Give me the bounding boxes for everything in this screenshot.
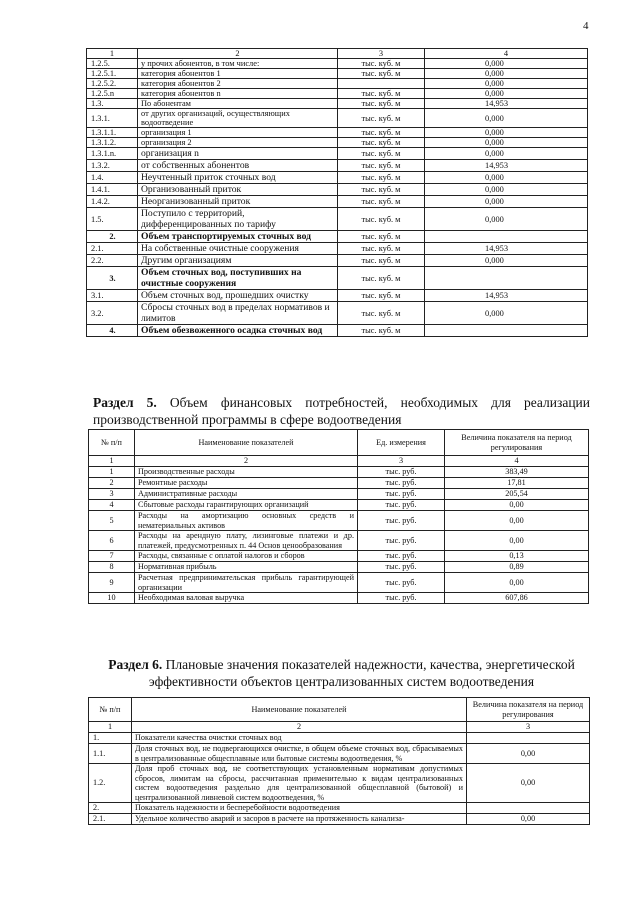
sewage-volume-table bbox=[86, 48, 588, 337]
value-cell: 0,00 bbox=[467, 814, 590, 825]
row-number: 3 bbox=[89, 489, 135, 500]
unit-cell: тыс. куб. м bbox=[338, 172, 425, 184]
table-row bbox=[89, 531, 589, 551]
header-cell: 4 bbox=[445, 456, 589, 467]
indicator-name: категория абонентов n bbox=[138, 89, 338, 99]
row-number: 1.2.5.1. bbox=[87, 69, 138, 79]
table-row bbox=[89, 467, 589, 478]
table-row bbox=[87, 79, 588, 89]
header-cell: Наименование показателей bbox=[132, 698, 467, 722]
value-cell: 17,81 bbox=[445, 478, 589, 489]
unit-cell: тыс. руб. bbox=[358, 467, 445, 478]
header-cell: 2 bbox=[138, 49, 338, 59]
header-cell: 2 bbox=[132, 722, 467, 733]
table-row bbox=[89, 489, 589, 500]
row-number: 1.4.1. bbox=[87, 184, 138, 196]
unit-cell: тыс. куб. м bbox=[338, 138, 425, 148]
value-cell: 0,000 bbox=[425, 69, 588, 79]
row-number: 2. bbox=[87, 231, 138, 243]
value-cell: 0,000 bbox=[425, 79, 588, 89]
header-cell: 3 bbox=[467, 722, 590, 733]
unit-cell: тыс. куб. м bbox=[338, 148, 425, 160]
value-cell bbox=[467, 733, 590, 744]
table-row bbox=[89, 500, 589, 511]
table-row bbox=[87, 160, 588, 172]
row-number: 1.4. bbox=[87, 172, 138, 184]
value-cell: 0,000 bbox=[425, 128, 588, 138]
indicator-name: Доля проб сточных вод, не соответствующих установленным нормативам допустимых сбросов, лимитам на сбросы, рассчитанная применительно к видам централизованных систем водоотведения раздельно для централизованной общесплавной (бытовой) и централизованной ливневой систем водоотведения, % bbox=[132, 764, 467, 803]
row-number: 4 bbox=[89, 500, 135, 511]
page-number: 4 bbox=[583, 20, 589, 32]
indicator-name: Доля сточных вод, не подвергающихся очистке, в общем объеме сточных вод, сбрасываемых в централизованные общесплавные или бытовые системы водоотведения, % bbox=[132, 744, 467, 764]
value-cell: 383,49 bbox=[445, 467, 589, 478]
indicator-name: Объем сточных вод, прошедших очистку bbox=[138, 290, 338, 302]
value-cell: 0,00 bbox=[467, 764, 590, 803]
table-row bbox=[89, 733, 590, 744]
unit-cell: тыс. куб. м bbox=[338, 255, 425, 267]
indicator-name: Объем обезвоженного осадка сточных вод bbox=[138, 325, 338, 337]
indicator-name: категория абонентов 1 bbox=[138, 69, 338, 79]
table-row bbox=[89, 562, 589, 573]
row-number: 5 bbox=[89, 511, 135, 531]
table-row bbox=[89, 814, 590, 825]
table-row bbox=[87, 196, 588, 208]
table-row bbox=[87, 138, 588, 148]
unit-cell: тыс. руб. bbox=[358, 593, 445, 604]
indicator-name: Расходы на арендную плату, лизинговые платежи и др. платежей, предусмотренных п. 44 Основ ценообразования bbox=[135, 531, 358, 551]
indicator-name: Расчетная предпринимательская прибыль гарантирующей организации bbox=[135, 573, 358, 593]
value-cell: 14,953 bbox=[425, 160, 588, 172]
value-cell: 0,00 bbox=[445, 511, 589, 531]
unit-cell: тыс. руб. bbox=[358, 489, 445, 500]
unit-cell: тыс. руб. bbox=[358, 562, 445, 573]
value-cell bbox=[467, 803, 590, 814]
unit-cell: тыс. куб. м bbox=[338, 128, 425, 138]
value-cell: 0,000 bbox=[425, 172, 588, 184]
unit-cell: тыс. куб. м bbox=[338, 325, 425, 337]
unit-cell: тыс. куб. м bbox=[338, 69, 425, 79]
indicator-name: На собственные очистные сооружения bbox=[138, 243, 338, 255]
table-row bbox=[89, 573, 589, 593]
header-cell: 2 bbox=[135, 456, 358, 467]
row-number: 1 bbox=[89, 467, 135, 478]
indicator-name: Неучтенный приток сточных вод bbox=[138, 172, 338, 184]
unit-cell: тыс. куб. м bbox=[338, 99, 425, 109]
table-row bbox=[89, 478, 589, 489]
indicator-name: от других организаций, осуществляющих водоотведение bbox=[138, 109, 338, 128]
header-cell: Ед. измерения bbox=[358, 430, 445, 456]
table-row bbox=[89, 593, 589, 604]
row-number: 2.1. bbox=[87, 243, 138, 255]
table-row bbox=[87, 89, 588, 99]
table-row bbox=[87, 290, 588, 302]
value-cell bbox=[425, 325, 588, 337]
value-cell: 0,000 bbox=[425, 59, 588, 69]
value-cell: 607,86 bbox=[445, 593, 589, 604]
table-header-row bbox=[87, 49, 588, 59]
unit-cell: тыс. куб. м bbox=[338, 59, 425, 69]
indicator-name: Сбытовые расходы гарантирующих организаций bbox=[135, 500, 358, 511]
indicator-name: Показатель надежности и бесперебойности водоотведения bbox=[132, 803, 467, 814]
row-number: 1.2.5.2. bbox=[87, 79, 138, 89]
row-number: 1.2.5. bbox=[87, 59, 138, 69]
table-row bbox=[87, 231, 588, 243]
row-number: 1.3.2. bbox=[87, 160, 138, 172]
table-row bbox=[89, 764, 590, 803]
row-number: 3. bbox=[87, 267, 138, 290]
indicator-name: категория абонентов 2 bbox=[138, 79, 338, 89]
table-row bbox=[89, 803, 590, 814]
row-number: 1.2.5.n bbox=[87, 89, 138, 99]
value-cell: 0,000 bbox=[425, 302, 588, 325]
value-cell bbox=[425, 231, 588, 243]
table-row bbox=[87, 69, 588, 79]
indicator-name: Поступило с территорий, дифференцированных по тарифу bbox=[138, 208, 338, 231]
indicator-name: Сбросы сточных вод в пределах нормативов и лимитов bbox=[138, 302, 338, 325]
value-cell: 0,000 bbox=[425, 255, 588, 267]
row-number: 1.3.1. bbox=[87, 109, 138, 128]
unit-cell: тыс. руб. bbox=[358, 551, 445, 562]
unit-cell: тыс. куб. м bbox=[338, 109, 425, 128]
header-cell: 4 bbox=[425, 49, 588, 59]
row-number: 1.1. bbox=[89, 744, 132, 764]
indicator-name: Расходы на амортизацию основных средств и нематериальных активов bbox=[135, 511, 358, 531]
value-cell: 14,953 bbox=[425, 243, 588, 255]
section-5-heading bbox=[93, 394, 590, 428]
unit-cell: тыс. куб. м bbox=[338, 196, 425, 208]
header-cell: № п/п bbox=[89, 698, 132, 722]
value-cell: 14,953 bbox=[425, 290, 588, 302]
value-cell: 0,000 bbox=[425, 184, 588, 196]
indicator-name: организация 1 bbox=[138, 128, 338, 138]
table-row bbox=[87, 184, 588, 196]
value-cell: 0,89 bbox=[445, 562, 589, 573]
financial-needs-table bbox=[88, 429, 589, 604]
indicator-name: Расходы, связанные с оплатой налогов и сборов bbox=[135, 551, 358, 562]
indicator-name: Необходимая валовая выручка bbox=[135, 593, 358, 604]
value-cell: 0,00 bbox=[445, 500, 589, 511]
value-cell bbox=[425, 267, 588, 290]
row-number: 2.1. bbox=[89, 814, 132, 825]
indicator-name: Показатели качества очистки сточных вод bbox=[132, 733, 467, 744]
value-cell: 0,000 bbox=[425, 109, 588, 128]
header-cell: 3 bbox=[358, 456, 445, 467]
unit-cell: тыс. куб. м bbox=[338, 290, 425, 302]
row-number: 8 bbox=[89, 562, 135, 573]
header-cell: 3 bbox=[338, 49, 425, 59]
indicator-name: Объем сточных вод, поступивших на очистные сооружения bbox=[138, 267, 338, 290]
row-number: 6 bbox=[89, 531, 135, 551]
row-number: 1. bbox=[89, 733, 132, 744]
row-number: 1.3. bbox=[87, 99, 138, 109]
row-number: 10 bbox=[89, 593, 135, 604]
table-row bbox=[89, 551, 589, 562]
indicator-name: Производственные расходы bbox=[135, 467, 358, 478]
table-row bbox=[87, 59, 588, 69]
header-cell: 1 bbox=[87, 49, 138, 59]
reliability-indicators-table bbox=[88, 697, 590, 825]
indicator-name: Другим организациям bbox=[138, 255, 338, 267]
table-row bbox=[87, 255, 588, 267]
section-label: Раздел 5. bbox=[93, 395, 157, 410]
value-cell: 0,000 bbox=[425, 196, 588, 208]
unit-cell: тыс. руб. bbox=[358, 531, 445, 551]
table-row bbox=[87, 99, 588, 109]
unit-cell: тыс. руб. bbox=[358, 511, 445, 531]
row-number: 1.4.2. bbox=[87, 196, 138, 208]
row-number: 2 bbox=[89, 478, 135, 489]
table-header-row bbox=[89, 698, 590, 722]
value-cell: 0,000 bbox=[425, 138, 588, 148]
row-number: 1.3.1.2. bbox=[87, 138, 138, 148]
indicator-name: организация 2 bbox=[138, 138, 338, 148]
value-cell: 0,000 bbox=[425, 208, 588, 231]
value-cell: 0,000 bbox=[425, 89, 588, 99]
table-row bbox=[87, 302, 588, 325]
row-number: 9 bbox=[89, 573, 135, 593]
table-header-row bbox=[89, 430, 589, 456]
indicator-name: Административные расходы bbox=[135, 489, 358, 500]
indicator-name: Ремонтные расходы bbox=[135, 478, 358, 489]
unit-cell: тыс. куб. м bbox=[338, 89, 425, 99]
header-cell: Наименование показателей bbox=[135, 430, 358, 456]
table-subheader-row bbox=[89, 722, 590, 733]
row-number: 2. bbox=[89, 803, 132, 814]
unit-cell: тыс. куб. м bbox=[338, 160, 425, 172]
unit-cell: тыс. куб. м bbox=[338, 243, 425, 255]
table-row bbox=[87, 128, 588, 138]
table-row bbox=[87, 243, 588, 255]
header-cell: 1 bbox=[89, 456, 135, 467]
table-row bbox=[87, 208, 588, 231]
unit-cell: тыс. куб. м bbox=[338, 184, 425, 196]
indicator-name: Удельное количество аварий и засоров в расчете на протяженность канализа- bbox=[132, 814, 467, 825]
value-cell: 14,953 bbox=[425, 99, 588, 109]
indicator-name: у прочих абонентов, в том числе: bbox=[138, 59, 338, 69]
section-title: Плановые значения показателей надежности, качества, энергетической эффективности объектов централизованных систем водоотведения bbox=[148, 657, 575, 689]
header-cell: Величина показателя на период регулирования bbox=[445, 430, 589, 456]
value-cell: 205,54 bbox=[445, 489, 589, 500]
indicator-name: Объем транспортируемых сточных вод bbox=[138, 231, 338, 243]
table-row bbox=[87, 267, 588, 290]
table-row bbox=[89, 744, 590, 764]
row-number: 1.3.1.n. bbox=[87, 148, 138, 160]
value-cell: 0,13 bbox=[445, 551, 589, 562]
value-cell: 0,00 bbox=[445, 573, 589, 593]
unit-cell: тыс. куб. м bbox=[338, 302, 425, 325]
row-number: 1.5. bbox=[87, 208, 138, 231]
table-row bbox=[89, 511, 589, 531]
row-number: 1.2. bbox=[89, 764, 132, 803]
table-row bbox=[87, 148, 588, 160]
indicator-name: По абонентам bbox=[138, 99, 338, 109]
row-number: 7 bbox=[89, 551, 135, 562]
unit-cell: тыс. куб. м bbox=[338, 208, 425, 231]
unit-cell: тыс. руб. bbox=[358, 500, 445, 511]
table-row bbox=[87, 109, 588, 128]
table-subheader-row bbox=[89, 456, 589, 467]
indicator-name: Неорганизованный приток bbox=[138, 196, 338, 208]
unit-cell bbox=[338, 79, 425, 89]
header-cell: № п/п bbox=[89, 430, 135, 456]
row-number: 2.2. bbox=[87, 255, 138, 267]
row-number: 1.3.1.1. bbox=[87, 128, 138, 138]
unit-cell: тыс. куб. м bbox=[338, 231, 425, 243]
row-number: 3.2. bbox=[87, 302, 138, 325]
indicator-name: организация n bbox=[138, 148, 338, 160]
value-cell: 0,00 bbox=[467, 744, 590, 764]
value-cell: 0,000 bbox=[425, 148, 588, 160]
section-title: Объем финансовых потребностей, необходимых для реализации производственной программы в сфере водоотведения bbox=[93, 395, 591, 427]
section-label: Раздел 6. bbox=[108, 657, 163, 672]
value-cell: 0,00 bbox=[445, 531, 589, 551]
indicator-name: Организованный приток bbox=[138, 184, 338, 196]
row-number: 3.1. bbox=[87, 290, 138, 302]
indicator-name: Нормативная прибыль bbox=[135, 562, 358, 573]
unit-cell: тыс. куб. м bbox=[338, 267, 425, 290]
header-cell: 1 bbox=[89, 722, 132, 733]
row-number: 4. bbox=[87, 325, 138, 337]
unit-cell: тыс. руб. bbox=[358, 478, 445, 489]
section-6-heading bbox=[93, 656, 590, 690]
indicator-name: от собственных абонентов bbox=[138, 160, 338, 172]
table-row bbox=[87, 172, 588, 184]
table-row bbox=[87, 325, 588, 337]
unit-cell: тыс. руб. bbox=[358, 573, 445, 593]
header-cell: Величина показателя на период регулирования bbox=[467, 698, 590, 722]
